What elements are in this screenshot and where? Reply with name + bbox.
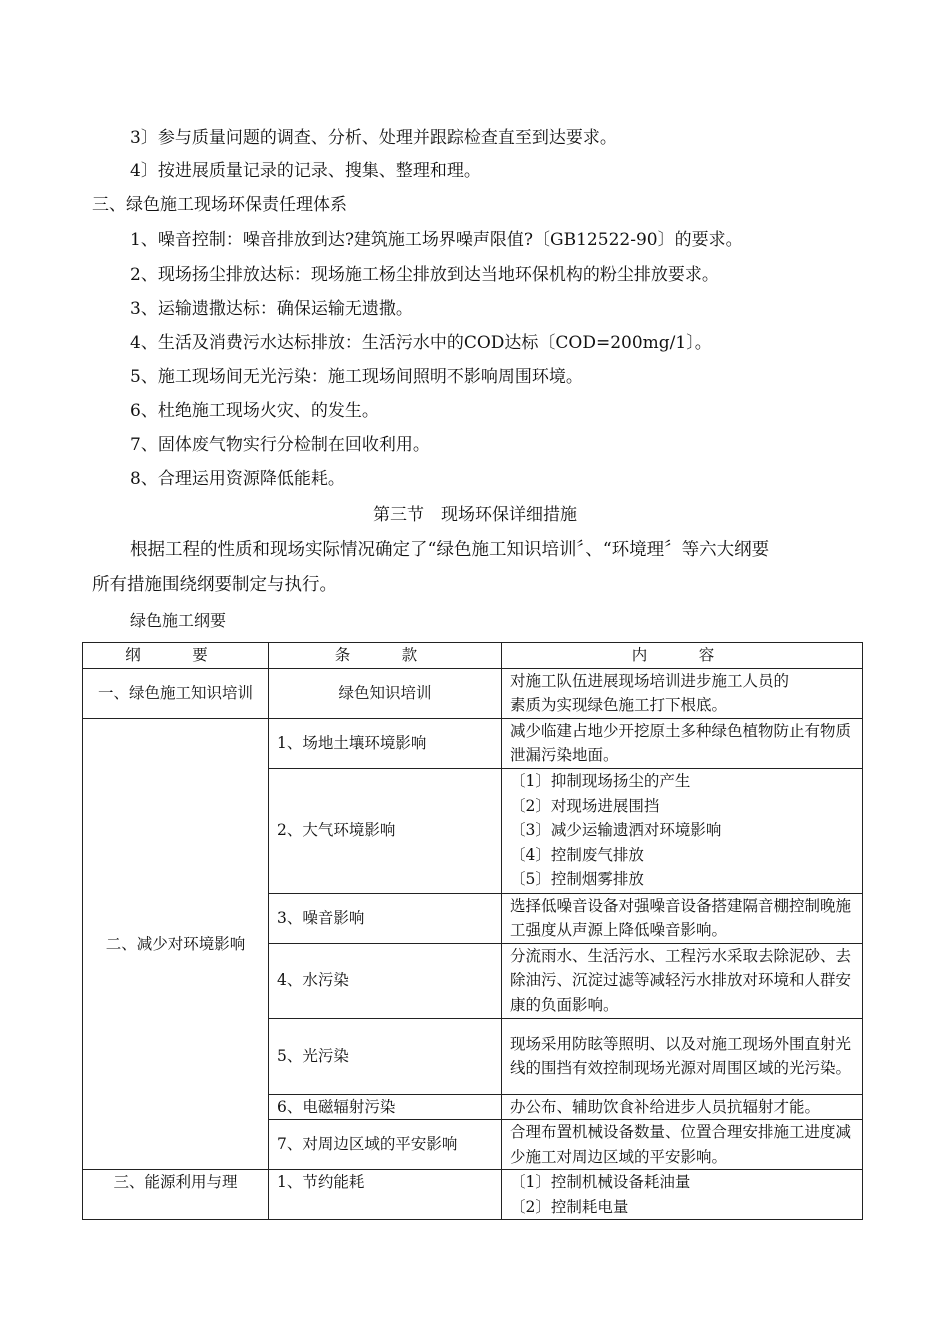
content-cell: 选择低噪音设备对强噪音设备搭建隔音棚控制晚施工强度从声源上降低噪音影响。 [502,893,863,943]
outline-cell: 二、减少对环境影响 [83,718,269,1170]
outline-cell: 三、能源利用与理 [83,1170,269,1220]
content-line: 〔3〕减少运输遗洒对环境影响 [510,821,722,840]
paragraph-line-2: 所有措施围绕纲要制定与执行。 [92,575,337,595]
header-clause: 条 款 [269,643,502,669]
content-cell: 现场采用防眩等照明、以及对施工现场外围直射光线的围挡有效控制现场光源对周围区域的光污染。 [502,1018,863,1094]
clause-cell: 2、大气环境影响 [269,768,502,893]
list-item-3: 3〕参与质量问题的调查、分析、处理并跟踪检查直至到达要求。 [130,128,617,148]
goal-item-5: 5、施工现场间无光污染：施工现场间照明不影响周围环境。 [130,367,583,387]
content-cell: 办公布、辅助饮食补给进步人员抗辐射才能。 [502,1094,863,1120]
clause-cell: 1、场地土壤环境影响 [269,718,502,768]
clause-cell: 6、电磁辐射污染 [269,1094,502,1120]
paragraph-line-1: 根据工程的性质和现场实际情况确定了“绿色施工知识培训〞、“环境理〞等六大纲要 [130,540,770,560]
content-line: 〔2〕控制耗电量 [510,1197,629,1216]
content-line: 〔2〕对现场进展围挡 [510,796,660,815]
content-cell: 分流雨水、生活污水、工程污水采取去除泥砂、去除油污、沉淀过滤等减轻污水排放对环境和人群安康的负面影响。 [502,943,863,1018]
clause-cell: 4、水污染 [269,943,502,1018]
goal-item-6: 6、杜绝施工现场火灾、的发生。 [130,401,379,421]
goal-item-1: 1、噪音控制：噪音排放到达?建筑施工场界噪声限值?〔GB12522-90〕的要求。 [130,230,743,250]
content-line: 〔4〕控制废气排放 [510,845,644,864]
table-title: 绿色施工纲要 [130,611,227,630]
table-row [83,718,863,768]
header-outline: 纲 要 [83,643,269,669]
section-heading-3: 三、绿色施工现场环保责任理体系 [92,195,347,215]
content-line: 对施工队伍进展现场培训进步施工人员的 [510,671,790,690]
clause-cell: 5、光污染 [269,1018,502,1094]
clause-cell: 7、对周边区域的平安影响 [269,1120,502,1170]
table-row [83,1170,863,1220]
content-line: 〔1〕控制机械设备耗油量 [510,1173,691,1191]
content-cell [502,1170,863,1220]
content-cell [502,768,863,893]
content-cell: 合理布置机械设备数量、位置合理安排施工进度减少施工对周边区域的平安影响。 [502,1120,863,1170]
goal-item-4: 4、生活及消费污水达标排放：生活污水中的COD达标〔COD=200mg/1〕。 [130,333,712,353]
clause-cell: 1、节约能耗 [269,1170,502,1220]
table-header-row [83,643,863,669]
header-content: 内 容 [502,643,863,669]
content-cell [502,668,863,718]
clause-cell: 绿色知识培训 [269,668,502,718]
content-line: 〔1〕抑制现场扬尘的产生 [510,772,691,791]
goal-item-2: 2、现场扬尘排放达标：现场施工杨尘排放到达当地环保机构的粉尘排放要求。 [130,265,719,285]
content-line: 素质为实现绿色施工打下根底。 [510,696,728,714]
green-construction-table [82,642,863,1220]
list-item-4: 4〕按进展质量记录的记录、搜集、整理和理。 [130,161,481,181]
section-title: 第三节 现场环保详细措施 [373,505,577,525]
outline-cell: 一、绿色施工知识培训 [83,668,269,718]
content-cell: 减少临建占地少开挖原土多种绿色植物防止有物质泄漏污染地面。 [502,718,863,768]
goal-item-7: 7、固体废气物实行分检制在回收利用。 [130,435,430,455]
goal-item-8: 8、合理运用资源降低能耗。 [130,469,345,489]
table-row [83,668,863,718]
goal-item-3: 3、运输遗撒达标：确保运输无遗撒。 [130,299,413,319]
content-line: 〔5〕控制烟雾排放 [510,870,644,889]
clause-cell: 3、噪音影响 [269,893,502,943]
